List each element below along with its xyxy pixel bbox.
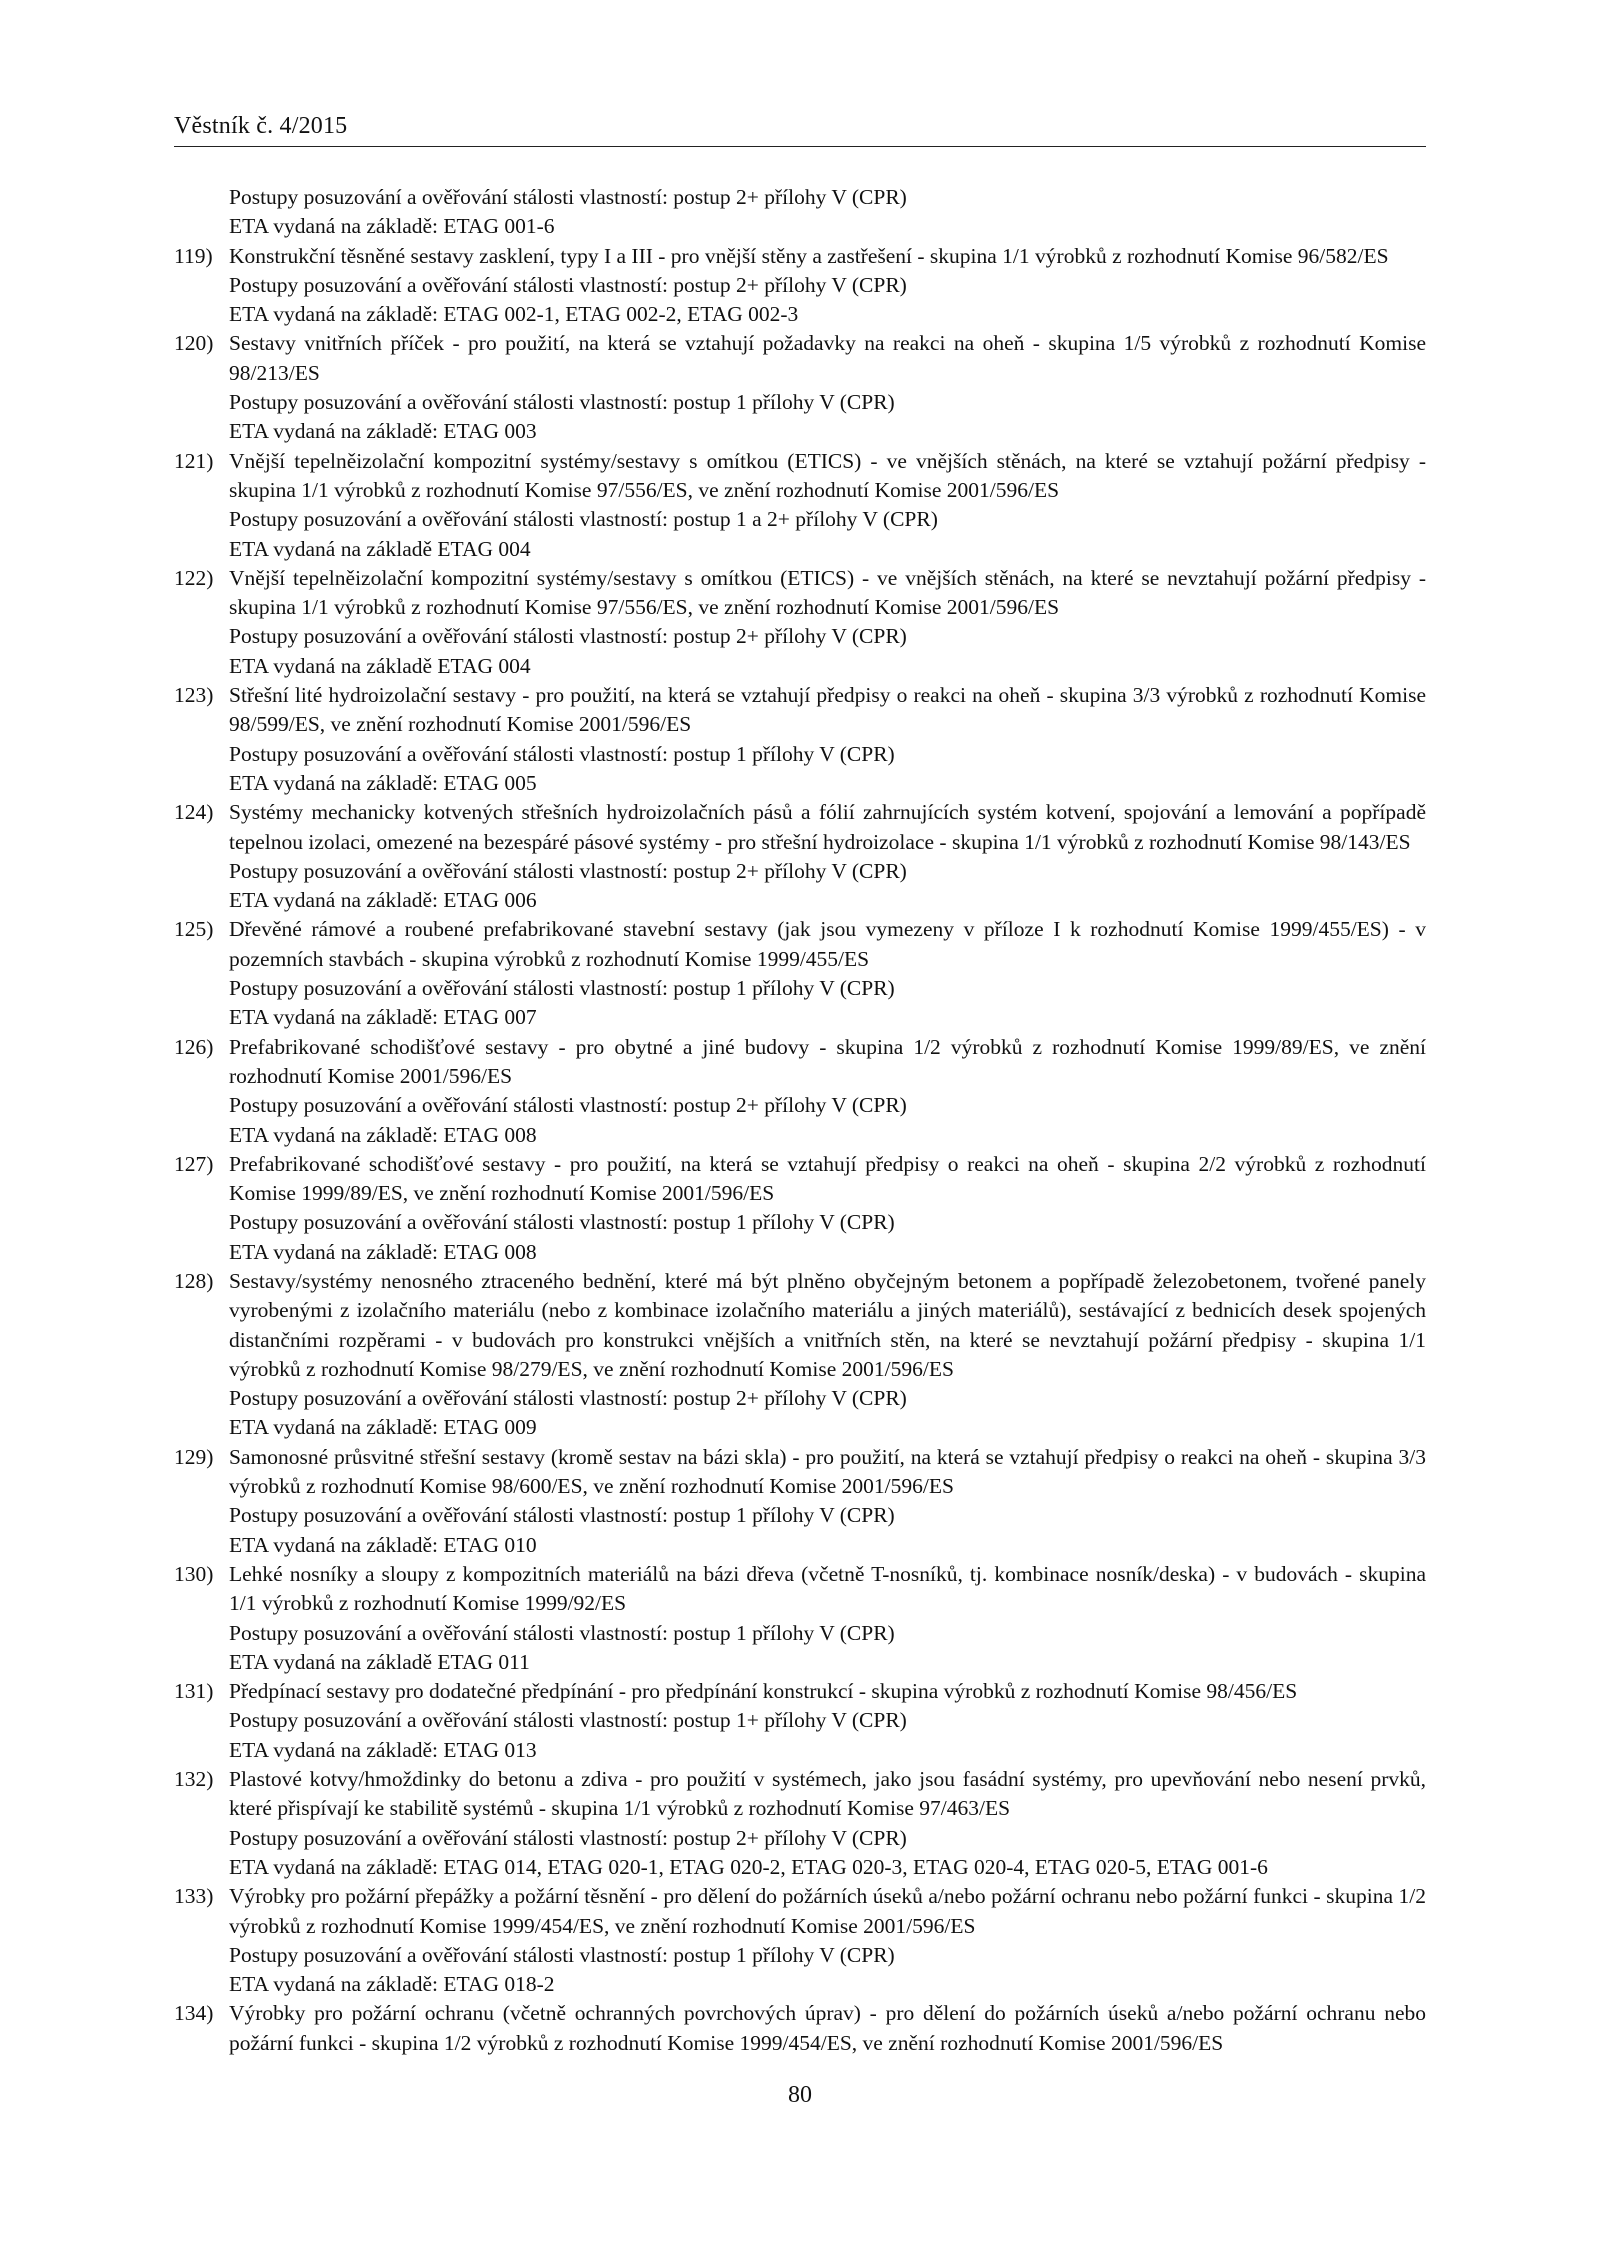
item-eta: ETA vydaná na základě: ETAG 005 [229, 770, 537, 795]
item-description: Konstrukční těsněné sestavy zasklení, typy I a III - pro vnější stěny a zastřešení - skupina 1/1 výrobků z rozhodnutí Komise 96/582/ES [229, 243, 1389, 268]
item-number: 127) [174, 1151, 214, 1176]
item-procedure: Postupy posuzování a ověřování stálosti vlastností: postup 1 a 2+ přílohy V (CPR) [229, 507, 938, 532]
item-eta: ETA vydaná na základě ETAG 004 [229, 653, 531, 678]
item-description: Dřevěné rámové a roubené prefabrikované stavební sestavy (jak jsou vymezeny v příloze I k rozhodnutí Komise 1999/455/ES) - v pozemních stavbách - skupina výrobků z rozhodnutí Komise 1999/455/ES [229, 917, 1426, 971]
item-description: Samonosné průsvitné střešní sestavy (kromě sestav na bázi skla) - pro použití, na která se vztahují předpisy o reakci na oheň - skupina 3/3 výrobků z rozhodnutí Komise 98/600/ES, ve znění rozhodnutí Komise 2001/596/ES [229, 1444, 1426, 1499]
item-description: Sestavy vnitřních příček - pro použití, na která se vztahují požadavky na reakci na oheň - skupina 1/5 výrobků z rozhodnutí Komise 98/213/ES [229, 331, 1426, 385]
document-body [174, 183, 1426, 2058]
list-item [174, 1882, 1426, 1999]
item-list [174, 242, 1426, 2058]
list-item [174, 1150, 1426, 1267]
item-eta: ETA vydaná na základě: ETAG 018-2 [229, 1972, 555, 1997]
list-item [174, 681, 1426, 798]
item-number: 134) [174, 2001, 214, 2026]
item-number: 129) [174, 1444, 214, 1469]
item-procedure: Postupy posuzování a ověřování stálosti vlastností: postup 1 přílohy V (CPR) [229, 1503, 895, 1528]
item-number: 125) [174, 917, 214, 942]
item-eta: ETA vydaná na základě: ETAG 003 [229, 419, 537, 444]
item-number: 126) [174, 1034, 214, 1059]
journal-title: Věstník č. 4/2015 [174, 113, 348, 139]
continued-line: ETA vydaná na základě: ETAG 001-6 [229, 214, 555, 239]
item-procedure: Postupy posuzování a ověřování stálosti vlastností: postup 1 přílohy V (CPR) [229, 976, 895, 1001]
item-number: 133) [174, 1884, 214, 1909]
item-eta: ETA vydaná na základě: ETAG 013 [229, 1737, 537, 1762]
item-description: Předpínací sestavy pro dodatečné předpínání - pro předpínání konstrukcí - skupina výrobků z rozhodnutí Komise 98/456/ES [229, 1679, 1298, 1704]
list-item [174, 1443, 1426, 1560]
page-number: 80 [788, 2082, 812, 2108]
item-procedure: Postupy posuzování a ověřování stálosti vlastností: postup 2+ přílohy V (CPR) [229, 1093, 907, 1118]
item-eta: ETA vydaná na základě: ETAG 008 [229, 1239, 537, 1264]
list-item [174, 798, 1426, 915]
item-description: Sestavy/systémy nenosného ztraceného bednění, které má být plněno obyčejným betonem a popřípadě železobetonem, tvořené panely vyrobenými z izolačního materiálu (nebo z kombinace izolačního materiálu a jiných materiálů), sestávající z bednicích desek spojených distančními rozpěrami - v budovách pro konstrukci vnějších a vnitřních stěn, na které se nevztahují požární předpisy - skupina 1/1 výrobků z rozhodnutí Komise 98/279/ES, ve znění rozhodnutí Komise 2001/596/ES [229, 1268, 1426, 1381]
item-description: Prefabrikované schodišťové sestavy - pro použití, na která se vztahují předpisy o reakci na oheň - skupina 2/2 výrobků z rozhodnutí Komise 1999/89/ES, ve znění rozhodnutí Komise 2001/596/ES [229, 1151, 1426, 1206]
item-eta: ETA vydaná na základě: ETAG 006 [229, 888, 537, 913]
list-item [174, 564, 1426, 681]
item-number: 120) [174, 331, 214, 356]
item-description: Lehké nosníky a sloupy z kompozitních materiálů na bázi dřeva (včetně T-nosníků, tj. kombinace nosník/deska) - v budovách - skupina 1/1 výrobků z rozhodnutí Komise 1999/92/ES [229, 1561, 1426, 1616]
item-procedure: Postupy posuzování a ověřování stálosti vlastností: postup 1 přílohy V (CPR) [229, 390, 895, 415]
list-item [174, 1267, 1426, 1443]
continued-item [174, 183, 1426, 242]
item-procedure: Postupy posuzování a ověřování stálosti vlastností: postup 1 přílohy V (CPR) [229, 1210, 895, 1235]
item-procedure: Postupy posuzování a ověřování stálosti vlastností: postup 1 přílohy V (CPR) [229, 741, 895, 766]
item-number: 132) [174, 1767, 214, 1792]
item-number: 124) [174, 800, 214, 825]
item-procedure: Postupy posuzování a ověřování stálosti vlastností: postup 2+ přílohy V (CPR) [229, 858, 907, 883]
list-item [174, 1677, 1426, 1765]
continued-line: Postupy posuzování a ověřování stálosti vlastností: postup 2+ přílohy V (CPR) [229, 185, 907, 209]
list-item [174, 242, 1426, 330]
item-description: Plastové kotvy/hmoždinky do betonu a zdiva - pro použití v systémech, jako jsou fasádní systémy, pro upevňování nebo nesení prvků, které přispívají ke stabilitě systémů - skupina 1/1 výrobků z rozhodnutí Komise 97/463/ES [229, 1767, 1426, 1821]
item-procedure: Postupy posuzování a ověřování stálosti vlastností: postup 2+ přílohy V (CPR) [229, 624, 907, 649]
list-item [174, 329, 1426, 446]
item-number: 128) [174, 1268, 214, 1293]
item-number: 123) [174, 683, 214, 708]
item-eta: ETA vydaná na základě: ETAG 010 [229, 1532, 537, 1557]
item-number: 119) [174, 243, 213, 268]
item-number: 122) [174, 565, 214, 590]
item-eta: ETA vydaná na základě ETAG 011 [229, 1649, 530, 1674]
item-description: Vnější tepelněizolační kompozitní systémy/sestavy s omítkou (ETICS) - ve vnějších stěnách, na které se vztahují požární předpisy - skupina 1/1 výrobků z rozhodnutí Komise 97/556/ES, ve znění rozhodnutí Komise 2001/596/ES [229, 448, 1426, 502]
item-number: 131) [174, 1679, 214, 1704]
item-number: 130) [174, 1561, 214, 1586]
item-description: Výrobky pro požární přepážky a požární těsnění - pro dělení do požárních úseků a/nebo požární ochranu nebo požární funkci - skupina 1/2 výrobků z rozhodnutí Komise 1999/454/ES, ve znění rozhodnutí Komise 2001/596/ES [229, 1884, 1426, 1938]
list-item [174, 1560, 1426, 1677]
item-procedure: Postupy posuzování a ověřování stálosti vlastností: postup 2+ přílohy V (CPR) [229, 272, 907, 297]
item-procedure: Postupy posuzování a ověřování stálosti vlastností: postup 1 přílohy V (CPR) [229, 1620, 895, 1645]
item-procedure: Postupy posuzování a ověřování stálosti vlastností: postup 2+ přílohy V (CPR) [229, 1386, 907, 1411]
list-item [174, 1765, 1426, 1882]
item-description: Systémy mechanicky kotvených střešních hydroizolačních pásů a fólií zahrnujících systém kotvení, spojování a lemování a popřípadě tepelnou izolaci, omezené na bezespáré pásové systémy - pro střešní hydroizolace - skupina 1/1 výrobků z rozhodnutí Komise 98/143/ES [229, 800, 1426, 854]
page-header [174, 112, 1426, 147]
item-number: 121) [174, 448, 214, 473]
list-item [174, 447, 1426, 564]
item-eta: ETA vydaná na základě: ETAG 009 [229, 1415, 537, 1440]
item-description: Prefabrikované schodišťové sestavy - pro obytné a jiné budovy - skupina 1/2 výrobků z rozhodnutí Komise 1999/89/ES, ve znění rozhodnutí Komise 2001/596/ES [229, 1034, 1426, 1088]
item-description: Vnější tepelněizolační kompozitní systémy/sestavy s omítkou (ETICS) - ve vnějších stěnách, na které se nevztahují požární předpisy - skupina 1/1 výrobků z rozhodnutí Komise 97/556/ES, ve znění rozhodnutí Komise 2001/596/ES [229, 565, 1426, 620]
item-eta: ETA vydaná na základě: ETAG 002-1, ETAG 002-2, ETAG 002-3 [229, 302, 799, 327]
item-eta: ETA vydaná na základě: ETAG 014, ETAG 020-1, ETAG 020-2, ETAG 020-3, ETAG 020-4, ETAG 020-5, ETAG 001-6 [229, 1854, 1268, 1879]
item-description: Výrobky pro požární ochranu (včetně ochranných povrchových úprav) - pro dělení do požárních úseků a/nebo požární ochranu nebo požární funkci - skupina 1/2 výrobků z rozhodnutí Komise 1999/454/ES, ve znění rozhodnutí Komise 2001/596/ES [229, 2001, 1426, 2055]
item-procedure: Postupy posuzování a ověřování stálosti vlastností: postup 2+ přílohy V (CPR) [229, 1825, 907, 1850]
item-description: Střešní lité hydroizolační sestavy - pro použití, na která se vztahují předpisy o reakci na oheň - skupina 3/3 výrobků z rozhodnutí Komise 98/599/ES, ve znění rozhodnutí Komise 2001/596/ES [229, 683, 1426, 737]
item-eta: ETA vydaná na základě: ETAG 008 [229, 1122, 537, 1147]
item-eta: ETA vydaná na základě: ETAG 007 [229, 1005, 537, 1030]
list-item [174, 1033, 1426, 1150]
list-item [174, 915, 1426, 1032]
item-procedure: Postupy posuzování a ověřování stálosti vlastností: postup 1 přílohy V (CPR) [229, 1942, 895, 1967]
item-procedure: Postupy posuzování a ověřování stálosti vlastností: postup 1+ přílohy V (CPR) [229, 1708, 907, 1733]
list-item [174, 1999, 1426, 2058]
item-eta: ETA vydaná na základě ETAG 004 [229, 536, 531, 561]
